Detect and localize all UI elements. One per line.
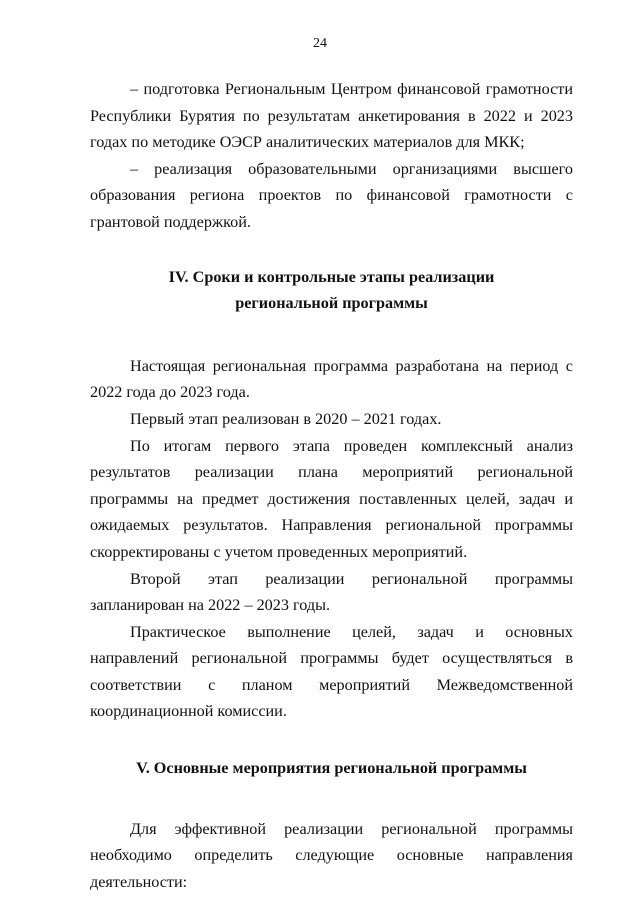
paragraph: Практическое выполнение целей, задач и основных направлений региональной программы будет осуществляться в соответствии с планом мероприятий Межведомственной координационной комиссии. — [90, 622, 573, 721]
section-heading-line: региональной программы — [235, 294, 428, 313]
paragraph: Настоящая региональная программа разработана на период с 2022 года до 2023 года. — [90, 356, 573, 402]
list-item: – подготовка Региональным Центром финансовой грамотности Республики Бурятия по результатам анкетирования в 2022 и 2023 годах по методике ОЭСР аналитических материалов для МКК; — [90, 80, 573, 152]
section-heading: V. Основные мероприятия региональной программы — [136, 759, 527, 778]
paragraph: Первый этап реализован в 2020 – 2021 годах. — [130, 409, 442, 428]
page-number: 24 — [313, 36, 327, 51]
paragraph: Второй этап реализации региональной программы запланирован на 2022 – 2023 годы. — [90, 569, 573, 615]
paragraph: По итогам первого этапа проведен комплексный анализ результатов реализации плана мероприятий региональной программы на предмет достижения поставленных целей, задач и ожидаемых результатов. Направления региональной программы скорректированы с учетом проведенных мероприятий. — [90, 436, 573, 561]
list-item: – реализация образовательными организациями высшего образования региона проектов по финансовой грамотности с грантовой поддержкой. — [90, 159, 573, 231]
document-body — [90, 76, 573, 895]
paragraph: Для эффективной реализации региональной программы необходимо определить следующие основные направления деятельности: — [90, 819, 573, 891]
section-heading — [90, 264, 573, 317]
section-heading-line: IV. Сроки и контрольные этапы реализации — [168, 267, 495, 286]
